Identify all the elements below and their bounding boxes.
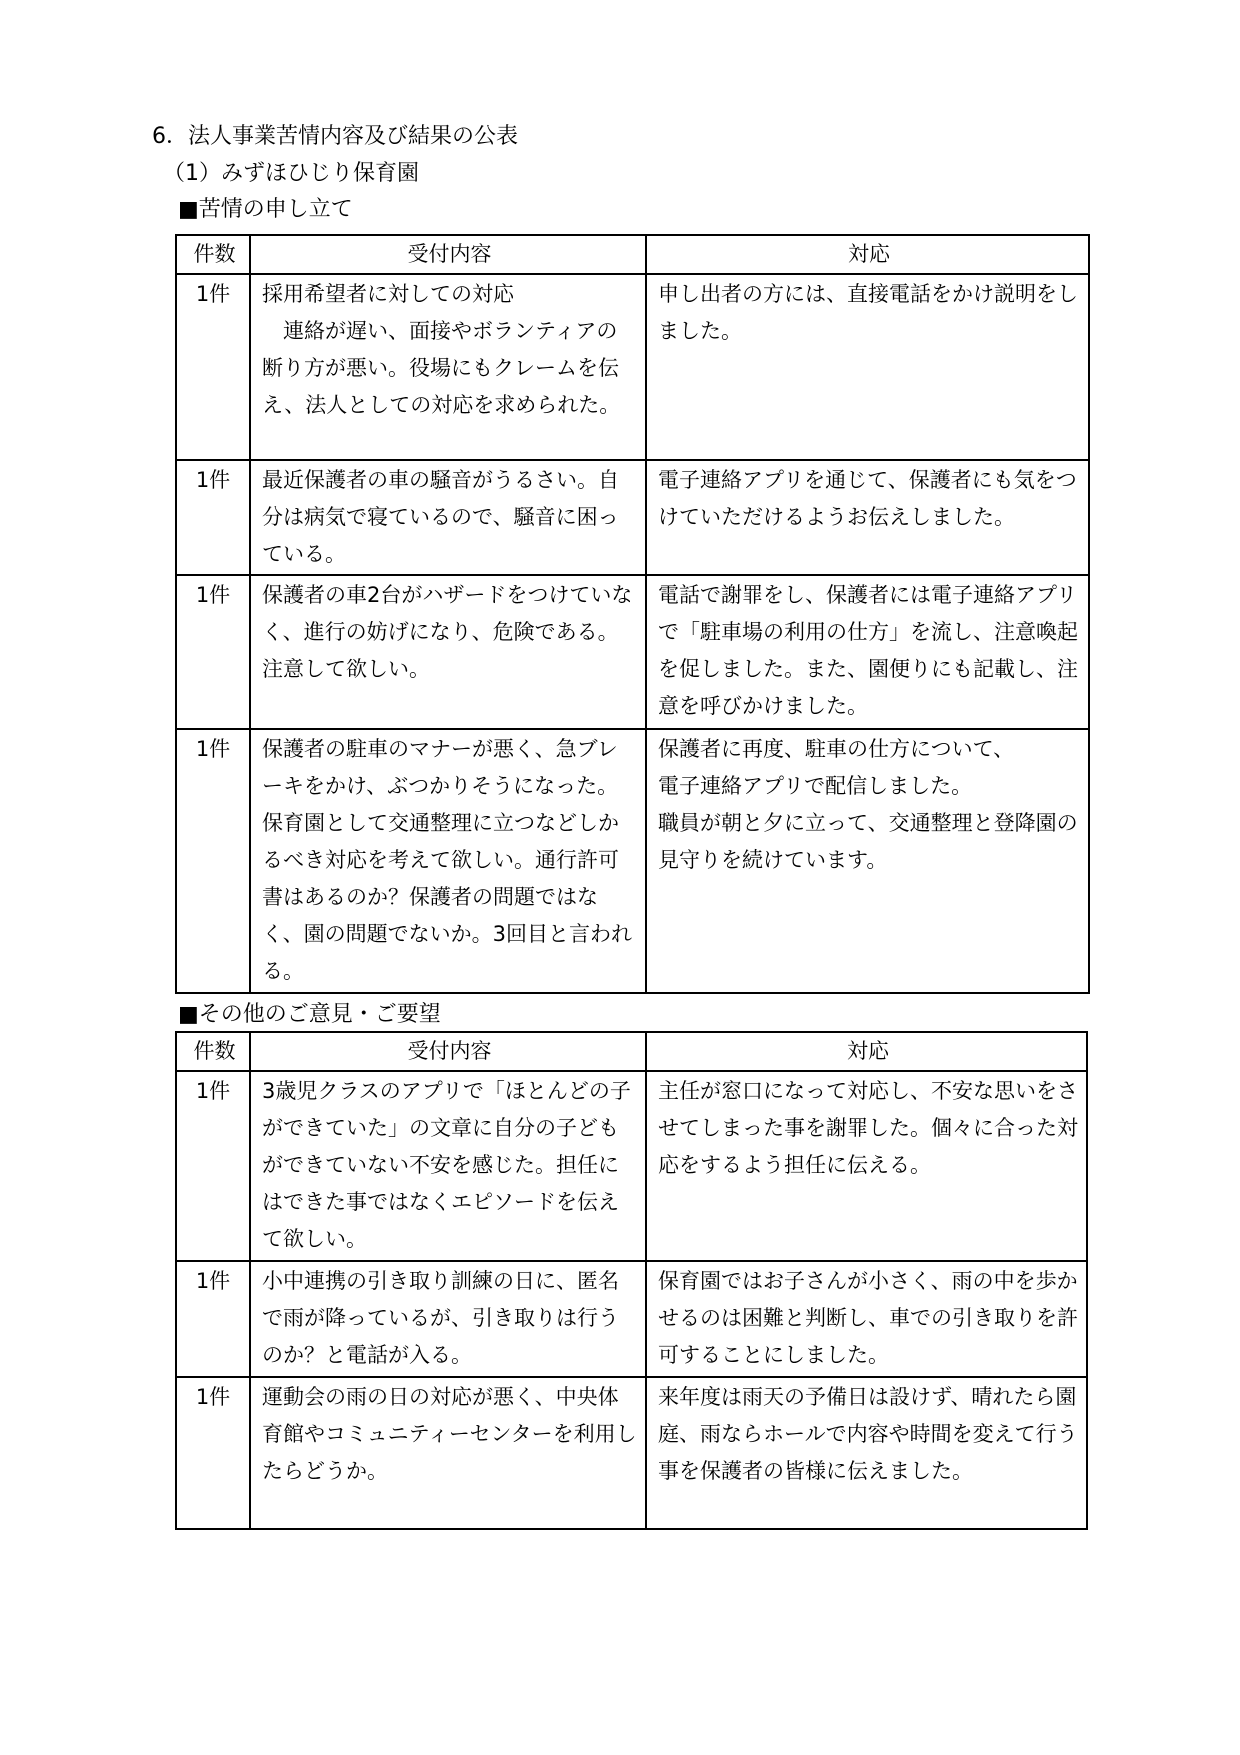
cell-count: 1件 — [176, 575, 250, 729]
column-header-response: 対応 — [646, 1032, 1087, 1071]
page-title: 6．法人事業苦情内容及び結果の公表 — [152, 124, 518, 149]
cell-count: 1件 — [176, 1261, 250, 1377]
table-row — [176, 729, 1089, 993]
table-row — [176, 575, 1089, 729]
cell-response: 電話で謝罪をし、保護者には電子連絡アプリで「駐車場の利用の仕方」を流し、注意喚起を促しました。また、園便りにも記載し、注意を呼びかけました。 — [646, 575, 1089, 729]
table-row — [176, 1261, 1087, 1377]
cell-content: 保護者の駐車のマナーが悪く、急ブレーキをかけ、ぶつかりそうになった。保育園として交通整理に立つなどしかるべき対応を考えて欲しい。通行許可書はあるのか？保護者の問題ではなく、園の問題でないか。3回目と言われる。 — [250, 729, 646, 993]
cell-content: 小中連携の引き取り訓練の日に、匿名で雨が降っているが、引き取りは行うのか？と電話が入る。 — [250, 1261, 646, 1377]
cell-response: 来年度は雨天の予備日は設けず、晴れたら園庭、雨ならホールで内容や時間を変えて行う事を保護者の皆様に伝えました。 — [646, 1377, 1087, 1529]
cell-content: 保護者の車2台がハザードをつけていなく、進行の妨げになり、危険である。注意して欲しい。 — [250, 575, 646, 729]
cell-count: 1件 — [176, 1377, 250, 1529]
column-header-content: 受付内容 — [250, 235, 646, 274]
cell-response: 電子連絡アプリを通じて、保護者にも気をつけていただけるようお伝えしました。 — [646, 460, 1089, 575]
opinions-table — [175, 1031, 1088, 1530]
cell-count: 1件 — [176, 460, 250, 575]
table-row — [176, 460, 1089, 575]
column-header-count: 件数 — [176, 235, 250, 274]
cell-response: 保護者に再度、駐車の仕方について、 電子連絡アプリで配信しました。 職員が朝と夕に立って、交通整理と登降園の見守りを続けています。 — [646, 729, 1089, 993]
column-header-count: 件数 — [176, 1032, 250, 1071]
column-header-content: 受付内容 — [250, 1032, 646, 1071]
table-row — [176, 274, 1089, 460]
cell-count: 1件 — [176, 274, 250, 460]
facility-name: （1）みずほひじり保育園 — [163, 161, 419, 186]
table-header-row — [176, 1032, 1087, 1071]
section-heading-complaints: ■苦情の申し立て — [178, 197, 353, 222]
complaints-table — [175, 234, 1090, 994]
cell-content: 採用希望者に対しての対応 連絡が遅い、面接やボランティアの断り方が悪い。役場にもクレームを伝え、法人としての対応を求められた。 — [250, 274, 646, 460]
column-header-response: 対応 — [646, 235, 1089, 274]
cell-content: 3歳児クラスのアプリで「ほとんどの子ができていた」の文章に自分の子どもができていない不安を感じた。担任にはできた事ではなくエピソードを伝えて欲しい。 — [250, 1071, 646, 1261]
cell-count: 1件 — [176, 729, 250, 993]
table-header-row — [176, 235, 1089, 274]
cell-response: 主任が窓口になって対応し、不安な思いをさせてしまった事を謝罪した。個々に合った対応をするよう担任に伝える。 — [646, 1071, 1087, 1261]
table-row — [176, 1377, 1087, 1529]
cell-count: 1件 — [176, 1071, 250, 1261]
table-row — [176, 1071, 1087, 1261]
cell-response: 保育園ではお子さんが小さく、雨の中を歩かせるのは困難と判断し、車での引き取りを許可することにしました。 — [646, 1261, 1087, 1377]
cell-response: 申し出者の方には、直接電話をかけ説明をしました。 — [646, 274, 1089, 460]
section-heading-opinions: ■その他のご意見・ご要望 — [178, 1002, 441, 1027]
cell-content: 運動会の雨の日の対応が悪く、中央体育館やコミュニティーセンターを利用したらどうか。 — [250, 1377, 646, 1529]
cell-content: 最近保護者の車の騒音がうるさい。自分は病気で寝ているので、騒音に困っている。 — [250, 460, 646, 575]
